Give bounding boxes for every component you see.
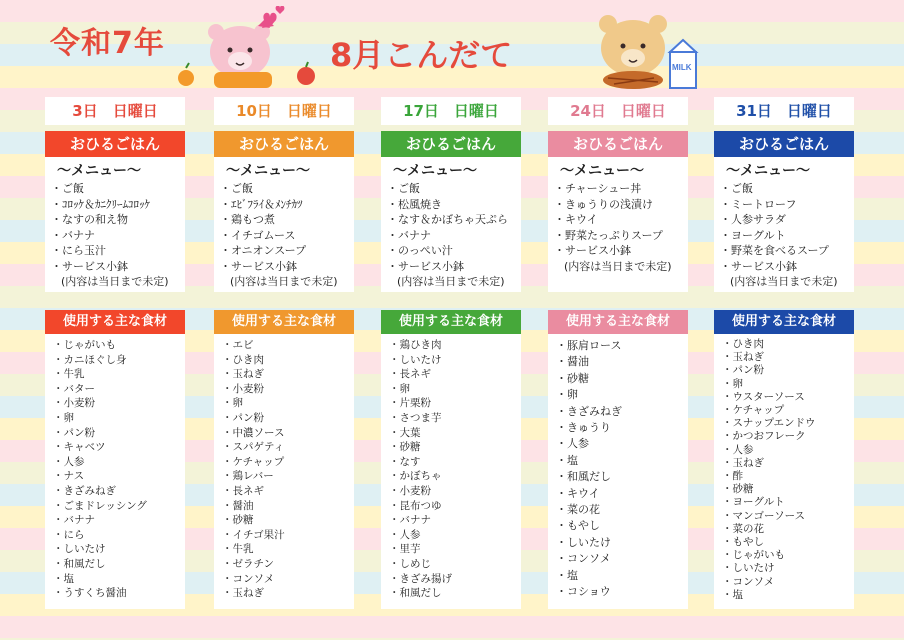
ingredient-item: ・卵 <box>53 411 74 424</box>
ingredient-item: ・牛乳 <box>53 368 85 381</box>
ingredient-item: ・コンソメ <box>722 575 775 588</box>
bear-pie-milk-illustration <box>588 12 708 92</box>
menu-box <box>714 157 854 292</box>
menu-item: ・バナナ <box>51 228 95 242</box>
ingredient-item: ・マンゴーソース <box>722 509 806 522</box>
ingredient-item: ・キャベツ <box>53 441 106 454</box>
menu-title: ～メニュー～ <box>726 163 810 179</box>
ingredient-item: ・コンソメ <box>222 572 275 585</box>
menu-box <box>381 157 521 292</box>
ingredient-item: ・大葉 <box>389 426 421 439</box>
ingredient-item: ・ごまドレッシング <box>53 499 147 512</box>
ingredient-item: ・ウスターソース <box>722 390 805 403</box>
menu-item: ・松風焼き <box>387 197 442 211</box>
ingredient-item: ・玉ねぎ <box>722 456 764 469</box>
menu-item: ・ご飯 <box>387 182 420 195</box>
menu-item: ・ご飯 <box>720 182 753 195</box>
ingredient-item: ・卵 <box>722 377 743 390</box>
ingredient-item: ・長ネギ <box>389 368 431 381</box>
ingredient-item: ・パン粉 <box>53 426 95 439</box>
ingredient-item: ・しいたけ <box>556 535 611 549</box>
ingredient-item: ・パン粉 <box>722 364 764 377</box>
menu-item: ・サービス小鉢 <box>387 259 464 273</box>
ingredient-item: ・もやし <box>556 519 600 533</box>
ingredient-item: ・パン粉 <box>222 411 264 424</box>
menu-item: ・なすの和え物 <box>51 213 128 226</box>
ingredient-item: ・バナナ <box>389 514 431 527</box>
ingredient-item: ・長ネギ <box>222 484 264 497</box>
ingredient-item: ・かつおフレーク <box>722 430 806 443</box>
ingredient-item: ・スナップエンドウ <box>722 417 816 430</box>
menu-item: ・イチゴムース <box>220 228 296 242</box>
ingredient-item: ・醤油 <box>556 355 589 369</box>
ingredient-item: ・人参 <box>722 443 754 456</box>
menu-note: (内容は当日まで未定) <box>230 275 338 288</box>
ingredients-label: 使用する主な食材 <box>714 310 854 334</box>
menu-item: ・オニオンスープ <box>220 244 307 257</box>
ingredient-item: ・ケチャップ <box>222 455 285 468</box>
ingredient-item: ・キウイ <box>556 486 600 500</box>
bear-ribbon-illustration <box>178 6 328 90</box>
ingredient-item: ・ひき肉 <box>222 353 264 366</box>
date-label: 31日 日曜日 <box>714 97 854 125</box>
ingredient-item: ・塩 <box>722 588 743 601</box>
menu-title: ～メニュー～ <box>560 163 644 179</box>
menu-item: ・ｺﾛｯｹ＆ｶﾆｸﾘｰﾑｺﾛｯｹ <box>51 197 150 211</box>
menu-item: ・野菜たっぷりスープ <box>554 228 663 242</box>
ingredient-item: ・砂糖 <box>556 371 589 385</box>
menu-box <box>548 157 688 292</box>
ingredient-item: ・かぼちゃ <box>389 470 442 483</box>
ingredient-item: ・しめじ <box>389 557 431 570</box>
ingredients-label: 使用する主な食材 <box>381 310 521 334</box>
svg-text:MILK: MILK <box>672 63 692 72</box>
ingredient-item: ・牛乳 <box>222 543 254 556</box>
ingredients-box <box>381 334 521 609</box>
ingredient-item: ・片栗粉 <box>389 397 431 410</box>
ingredient-item: ・ナス <box>53 470 85 483</box>
date-label: 24日 日曜日 <box>548 97 688 125</box>
menu-note: (内容は当日まで未定) <box>397 275 505 288</box>
menu-item: ・ご飯 <box>220 182 253 195</box>
ingredient-item: ・菜の花 <box>556 503 600 517</box>
ingredient-item: ・小麦粉 <box>389 484 431 497</box>
ingredient-item: ・しいたけ <box>722 562 775 575</box>
date-label: 17日 日曜日 <box>381 97 521 125</box>
ingredient-item: ・鶏ひき肉 <box>389 339 442 351</box>
ingredients-box <box>45 334 185 609</box>
ingredient-item: ・きざみねぎ <box>556 404 622 418</box>
ingredient-item: ・カニほぐし身 <box>53 353 127 366</box>
ingredient-item: ・なす <box>389 455 421 468</box>
ingredient-item: ・塩 <box>556 453 578 467</box>
date-label: 3日 日曜日 <box>45 97 185 125</box>
ingredient-item: ・和風だし <box>389 587 442 600</box>
ingredient-item: ・スパゲティ <box>222 441 285 454</box>
menu-title: ～メニュー～ <box>393 163 477 179</box>
ingredient-item: ・じゃがいも <box>722 549 785 562</box>
ingredient-item: ・中濃ソース <box>222 426 285 439</box>
meal-label: おひるごはん <box>214 131 354 157</box>
menu-note: (内容は当日まで未定) <box>61 275 169 288</box>
ingredient-item: ・醤油 <box>222 499 254 512</box>
day-column-4 <box>548 97 688 609</box>
menu-item: ・サービス小鉢 <box>51 259 128 273</box>
day-column-2 <box>214 97 354 609</box>
menu-item: ・ミートローフ <box>720 197 797 211</box>
ingredient-item: ・うすくち醤油 <box>53 587 127 600</box>
ingredient-item: ・和風だし <box>53 557 106 570</box>
ingredient-item: ・もやし <box>722 536 764 549</box>
header <box>0 0 904 92</box>
ingredient-item: ・バター <box>53 382 95 395</box>
meal-label: おひるごはん <box>45 131 185 157</box>
ingredients-box <box>548 334 688 609</box>
menu-title: ～メニュー～ <box>226 163 310 179</box>
day-column-3 <box>381 97 521 609</box>
ingredient-item: ・塩 <box>556 568 578 582</box>
ingredient-item: ・塩 <box>53 572 74 585</box>
ingredient-item: ・ケチャップ <box>722 404 785 417</box>
ingredients-box <box>714 334 854 609</box>
ingredient-item: ・きざみ揚げ <box>389 572 452 585</box>
ingredient-item: ・エビ <box>222 339 254 351</box>
ingredient-item: ・玉ねぎ <box>722 351 764 364</box>
ingredients-label: 使用する主な食材 <box>214 310 354 334</box>
ingredient-item: ・玉ねぎ <box>222 587 264 600</box>
ingredient-item: ・豚肩ロース <box>556 339 622 352</box>
ingredient-item: ・卵 <box>222 397 243 410</box>
ingredients-box <box>214 334 354 609</box>
ingredient-item: ・きざみねぎ <box>53 484 116 497</box>
menu-note: (内容は当日まで未定) <box>564 259 672 273</box>
menu-title: ～メニュー～ <box>57 163 141 179</box>
ingredient-item: ・さつま芋 <box>389 411 442 424</box>
menu-item: ・なす＆かぼちゃ天ぷら <box>387 213 508 226</box>
ingredient-item: ・しいたけ <box>53 543 106 556</box>
ingredient-item: ・和風だし <box>556 470 611 484</box>
ingredient-item: ・玉ねぎ <box>222 368 264 381</box>
menu-item: ・鶏もつ煮 <box>220 213 275 226</box>
ingredient-item: ・コンソメ <box>556 552 611 566</box>
menu-item: ・サービス小鉢 <box>554 244 631 257</box>
menu-item: ・のっぺい汁 <box>387 244 453 257</box>
menu-box <box>45 157 185 292</box>
ingredient-item: ・砂糖 <box>222 514 254 527</box>
ingredient-item: ・コショウ <box>556 585 611 599</box>
menu-item: ・きゅうりの浅漬け <box>554 197 653 211</box>
menu-item: ・にら玉汁 <box>51 244 106 257</box>
ingredient-item: ・きゅうり <box>556 421 611 435</box>
meal-label: おひるごはん <box>714 131 854 157</box>
ingredient-item: ・小麦粉 <box>53 397 95 410</box>
menu-item: ・キウイ <box>554 213 598 226</box>
meal-label: おひるごはん <box>381 131 521 157</box>
menu-item: ・ヨーグルト <box>720 228 786 242</box>
date-label: 10日 日曜日 <box>214 97 354 125</box>
ingredient-item: ・酢 <box>722 470 743 483</box>
ingredient-item: ・小麦粉 <box>222 382 264 395</box>
ingredient-item: ・人参 <box>53 455 85 468</box>
ingredient-item: ・里芋 <box>389 543 421 556</box>
menu-item: ・ご飯 <box>51 182 84 195</box>
ingredient-item: ・ヨーグルト <box>722 496 785 509</box>
menu-item: ・人参サラダ <box>720 213 786 226</box>
ingredient-item: ・じゃがいも <box>53 339 116 351</box>
menu-item: ・チャーシュー丼 <box>554 182 642 195</box>
menu-note: (内容は当日まで未定) <box>730 275 838 288</box>
menu-item: ・サービス小鉢 <box>720 259 797 273</box>
menu-item: ・バナナ <box>387 228 431 242</box>
day-column-1 <box>45 97 185 609</box>
day-column-5 <box>714 97 854 609</box>
ingredient-item: ・菜の花 <box>722 522 764 535</box>
ingredient-item: ・しいたけ <box>389 353 442 366</box>
ingredient-item: ・イチゴ果汁 <box>222 528 285 541</box>
menu-item: ・サービス小鉢 <box>220 259 297 273</box>
menu-box <box>214 157 354 292</box>
ingredient-item: ・ゼラチン <box>222 557 274 570</box>
ingredient-item: ・鶏レバー <box>222 470 274 483</box>
ingredient-item: ・昆布つゆ <box>389 499 442 512</box>
meal-label: おひるごはん <box>548 131 688 157</box>
ingredient-item: ・砂糖 <box>722 483 754 496</box>
ingredient-item: ・ひき肉 <box>722 338 764 350</box>
year-title: 令和7年 <box>50 26 165 61</box>
menu-item: ・野菜を食べるスープ <box>720 244 829 257</box>
ingredient-item: ・にら <box>53 528 85 541</box>
page-title: 8月こんだて <box>330 36 513 74</box>
ingredient-item: ・砂糖 <box>389 441 421 454</box>
ingredients-label: 使用する主な食材 <box>548 310 688 334</box>
ingredient-item: ・卵 <box>556 388 578 402</box>
menu-item: ・ｴﾋﾞﾌﾗｲ＆ﾒﾝﾁｶﾂ <box>220 197 303 211</box>
ingredient-item: ・人参 <box>556 437 589 451</box>
ingredient-item: ・人参 <box>389 528 421 541</box>
ingredients-label: 使用する主な食材 <box>45 310 185 334</box>
ingredient-item: ・バナナ <box>53 514 95 527</box>
ingredient-item: ・卵 <box>389 382 410 395</box>
